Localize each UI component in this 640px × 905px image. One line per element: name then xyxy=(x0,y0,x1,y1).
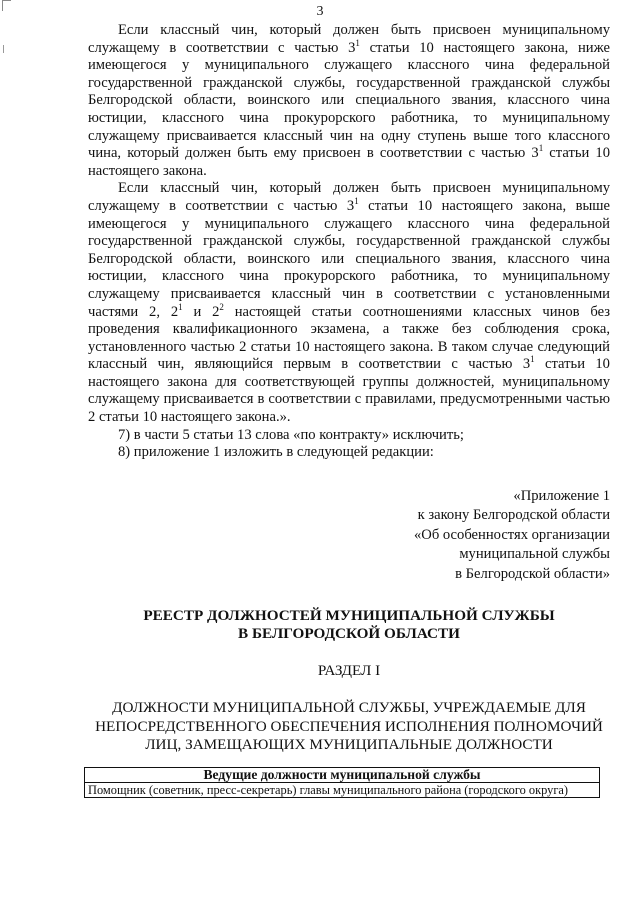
scan-margin-tick xyxy=(3,45,4,53)
table-row xyxy=(85,782,600,797)
appendix-line: муниципальной службы xyxy=(459,546,610,563)
paragraph-lower-rank: Если классный чин, который должен быть присвоен муниципальному служащему в соответствии с частью $3^1$ статьи 10 настоящего закона, ниже имеющегося у муниципального служащего классного чина федеральной государственной гражданской службы, государственной гражданской службы Белгородской области, воинского или специального звания, классного чина юстиции, классного чина прокурорского работника, то муниципальному служащему присваивается классный чин на одну ступень выше того классного чина, который должен быть ему присвоен в соответствии с частью $3^1$ статьи 10 настоящего закона. xyxy=(88,22,610,179)
appendix-line: к закону Белгородской области xyxy=(417,507,610,524)
appendix-header xyxy=(88,487,610,585)
table-row xyxy=(85,767,600,782)
page-number: 3 xyxy=(316,4,324,19)
registry-title-line: РЕЕСТР ДОЛЖНОСТЕЙ МУНИЦИПАЛЬНОЙ СЛУЖБЫ xyxy=(143,607,555,625)
registry-title xyxy=(88,607,610,643)
appendix-line: «Приложение 1 xyxy=(513,487,610,504)
group-header-cell: Ведущие должности муниципальной службы xyxy=(85,767,600,782)
section-subtitle-line: ЛИЦ, ЗАМЕЩАЮЩИХ МУНИЦИПАЛЬНЫЕ ДОЛЖНОСТИ xyxy=(145,735,553,753)
section-subtitle-line: НЕПОСРЕДСТВЕННОГО ОБЕСПЕЧЕНИЯ ИСПОЛНЕНИЯ ПОЛНОМОЧИЙ xyxy=(95,717,603,735)
appendix-line: в Белгородской области» xyxy=(455,565,610,582)
positions-table xyxy=(84,767,600,798)
appendix-line: «Об особенностях организации xyxy=(413,526,610,543)
section-subtitle xyxy=(88,699,610,754)
item-8: 8) приложение 1 изложить в следующей редакции: xyxy=(118,444,434,461)
section-heading: РАЗДЕЛ I xyxy=(317,662,381,680)
section-subtitle-line: ДОЛЖНОСТИ МУНИЦИПАЛЬНОЙ СЛУЖБЫ, УЧРЕЖДАЕМЫЕ ДЛЯ xyxy=(112,699,586,717)
position-cell: Помощник (советник, пресс-секретарь) главы муниципального района (городского округа) xyxy=(85,782,600,797)
paragraph-higher-rank: Если классный чин, который должен быть присвоен муниципальному служащему в соответствии с частью $3^1$ статьи 10 настоящего закона, выше имеющегося у муниципального служащего классного чина федеральной государственной гражданской службы, государственной гражданской службы Белгородской области, воинского или специального звания, классного чина юстиции, классного чина прокурорского работника, то муниципальному служащему присваивается классный чин в соответствии с установленными частями 2, $2^1$ и $2^2$ настоящей статьи соотношениями классных чинов без проведения квалификационного экзамена, а также без соблюдения срока, установленного частью 2 статьи 10 настоящего закона. В таком случае следующий классный чин, являющийся первым в соответствии с частью $3^1$ статьи 10 настоящего закона для соответствующей группы должностей, муниципальному служащему присваивается в соответствии с правилами, предусмотренными частью 2 статьи 10 настоящего закона.». xyxy=(88,180,611,426)
item-7: 7) в части 5 статьи 13 слова «по контракту» исключить; xyxy=(118,426,464,443)
document-body xyxy=(88,22,610,798)
registry-title-line: В БЕЛГОРОДСКОЙ ОБЛАСТИ xyxy=(238,625,460,643)
